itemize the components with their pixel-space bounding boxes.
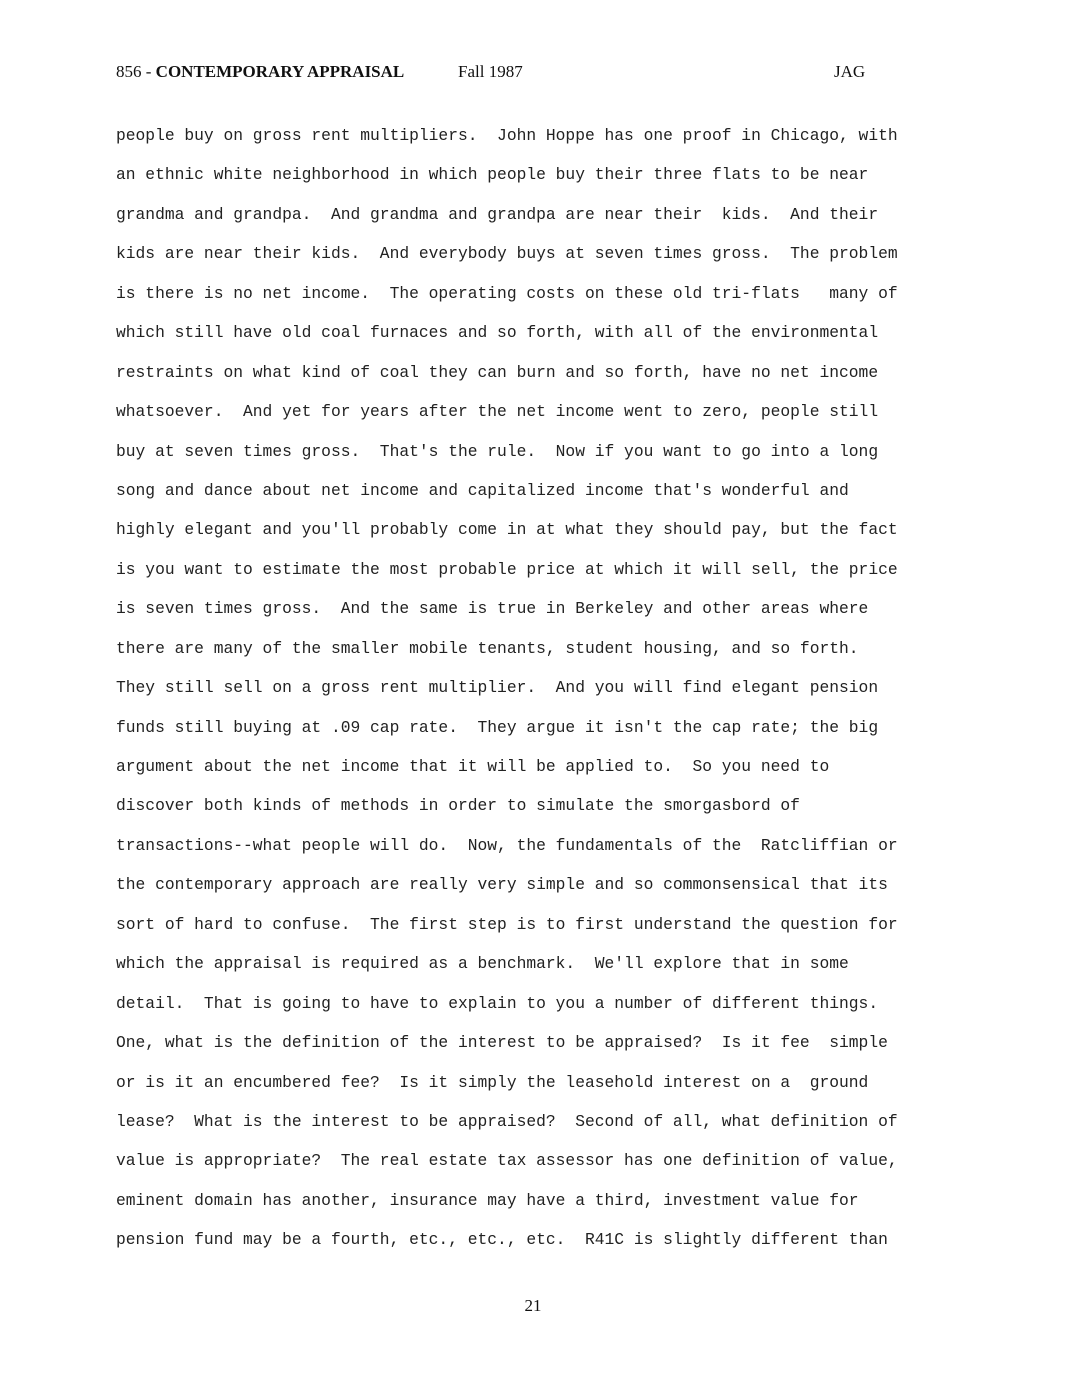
body-line: whatsoever. And yet for years after the net income went to zero, people still bbox=[116, 402, 879, 422]
body-line: is there is no net income. The operating costs on these old tri-flats many of bbox=[116, 283, 898, 303]
body-line: highly elegant and you'll probably come in at what they should pay, but the fact bbox=[116, 520, 898, 540]
page-header bbox=[116, 62, 876, 86]
body-line: there are many of the smaller mobile tenants, student housing, and so forth. bbox=[116, 638, 859, 658]
body-line: argument about the net income that it will be applied to. So you need to bbox=[116, 757, 830, 776]
body-line: the contemporary approach are really very simple and so commonsensical that its bbox=[116, 875, 888, 895]
body-line: buy at seven times gross. That's the rule. Now if you want to go into a long bbox=[116, 441, 879, 461]
body-line: which still have old coal furnaces and so forth, with all of the environmental bbox=[116, 323, 879, 343]
body-line: is you want to estimate the most probable price at which it will sell, the price bbox=[116, 559, 898, 579]
body-line: discover both kinds of methods in order to simulate the smorgasbord of bbox=[116, 796, 800, 816]
course-title: CONTEMPORARY APPRAISAL bbox=[155, 62, 405, 81]
course-heading bbox=[116, 62, 404, 82]
body-line: restraints on what kind of coal they can burn and so forth, have no net income bbox=[116, 362, 879, 382]
body-line: sort of hard to confuse. The first step is to first understand the question for bbox=[116, 914, 898, 934]
body-line: They still sell on a gross rent multiplier. And you will find elegant pension bbox=[116, 678, 879, 698]
body-line: value is appropriate? The real estate tax assessor has one definition of value, bbox=[116, 1151, 898, 1171]
body-line: song and dance about net income and capitalized income that's wonderful and bbox=[116, 480, 849, 500]
body-line: detail. That is going to have to explain to you a number of different things. bbox=[116, 993, 879, 1013]
author-initials: JAG bbox=[834, 62, 866, 81]
body-line: eminent domain has another, insurance may have a third, investment value for bbox=[116, 1190, 859, 1210]
body-line: people buy on gross rent multipliers. John Hoppe has one proof in Chicago, with bbox=[116, 126, 898, 145]
transcript-body bbox=[116, 116, 976, 1260]
body-line: pension fund may be a fourth, etc., etc., etc. R41C is slightly different than bbox=[116, 1230, 888, 1250]
body-line: transactions--what people will do. Now, the fundamentals of the Ratcliffian or bbox=[116, 835, 898, 855]
page-number: 21 bbox=[524, 1296, 542, 1315]
body-line: is seven times gross. And the same is true in Berkeley and other areas where bbox=[116, 599, 869, 619]
body-line: grandma and grandpa. And grandma and grandpa are near their kids. And their bbox=[116, 204, 879, 224]
body-line: funds still buying at .09 cap rate. They argue it isn't the cap rate; the big bbox=[116, 717, 879, 737]
term-label: Fall 1987 bbox=[458, 62, 523, 81]
body-line: lease? What is the interest to be appraised? Second of all, what definition of bbox=[116, 1111, 898, 1131]
body-line: an ethnic white neighborhood in which people buy their three flats to be near bbox=[116, 165, 869, 185]
body-line: One, what is the definition of the interest to be appraised? Is it fee simple bbox=[116, 1033, 888, 1053]
course-number: 856 - bbox=[116, 62, 156, 81]
body-line: which the appraisal is required as a benchmark. We'll explore that in some bbox=[116, 954, 849, 974]
body-line: kids are near their kids. And everybody buys at seven times gross. The problem bbox=[116, 244, 898, 264]
body-line: or is it an encumbered fee? Is it simply the leasehold interest on a ground bbox=[116, 1072, 869, 1092]
